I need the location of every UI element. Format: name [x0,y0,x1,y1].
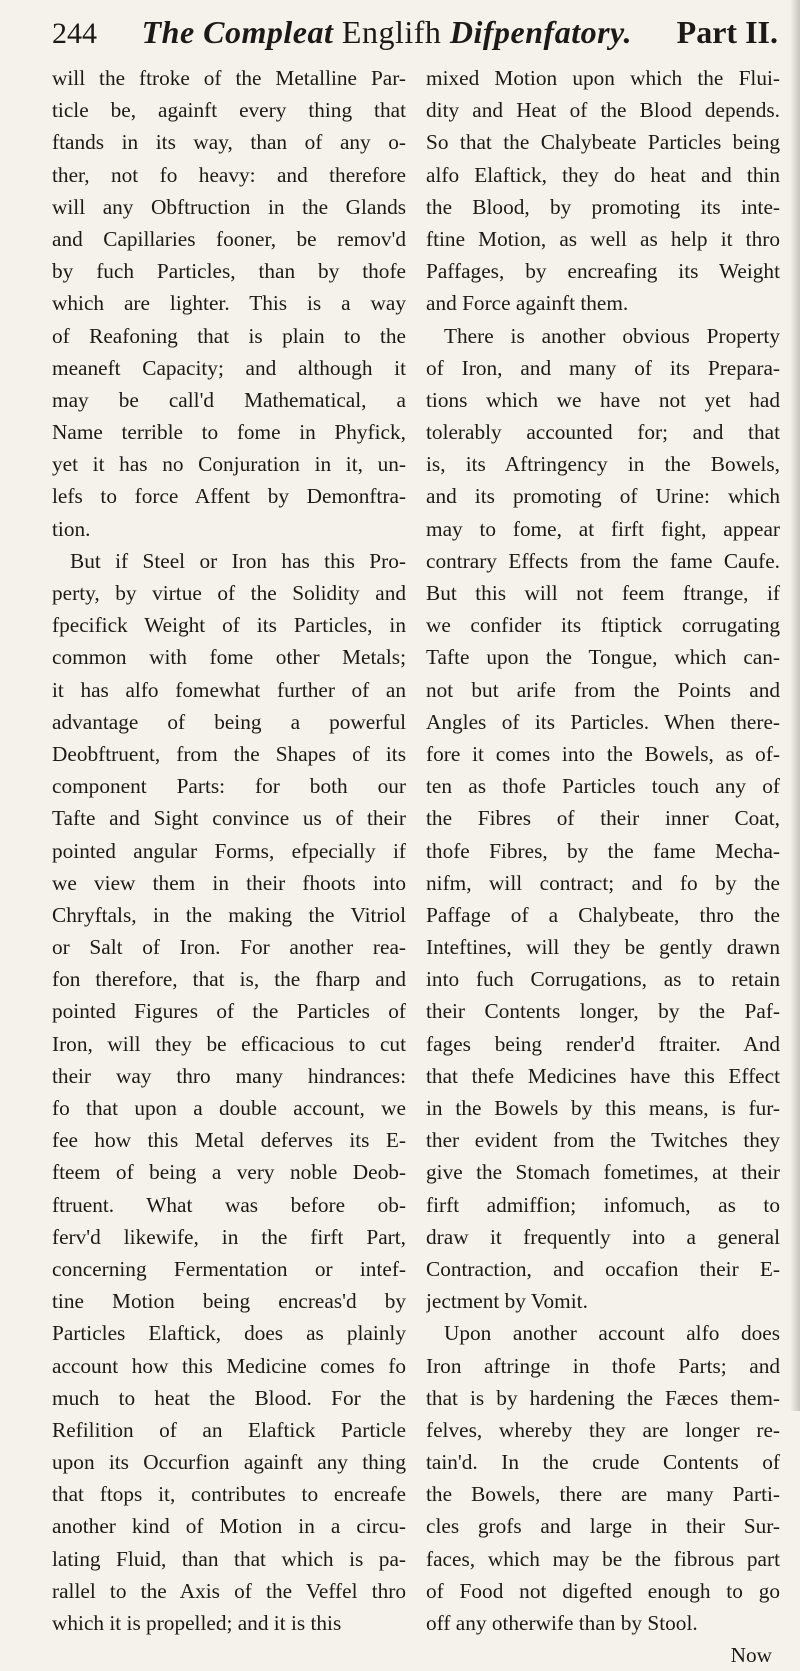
page-number: 244 [52,17,97,50]
text-line: fages being render'd ftraiter. And [426,1031,780,1056]
text-line: in the Bowels by this means, is fur- [426,1096,780,1120]
text-line: into fuch Corrugations, as to retain [426,967,780,992]
text-line: it has alfo fomewhat further of an [52,677,406,702]
text-line: Paffages, by encreafing its Weight [426,259,780,284]
text-line: But this will not feem ftrange, if [426,581,780,605]
text-line: we view them in their fhoots into [52,870,406,895]
text-line: Particles Elaftick, does as plainly [52,1321,406,1346]
text-line: tolerably accounted for; and that [426,420,780,445]
text-line: will the ftroke of the Metalline Par- [52,66,406,90]
text-line: and Capillaries fooner, be remov'd [52,226,406,251]
text-line: tions which we have not yet had [426,387,780,412]
text-line: their Contents longer, by the Paf- [426,999,780,1024]
text-line: their way thro many hindrances: [52,1063,406,1088]
text-line: fteem of being a very noble Deob- [52,1160,406,1185]
text-line: will any Obftruction in the Glands [52,194,406,219]
text-line: Tafte upon the Tongue, which can- [426,645,780,670]
text-line: of Reafoning that is plain to the [52,323,406,348]
text-line: and its promoting of Urine: which [426,484,780,509]
text-line: yet it has no Conjuration in it, un- [52,452,406,477]
text-line: ftruent. What was before ob- [52,1192,406,1217]
text-line: thofe Fibres, by the fame Mecha- [426,838,780,863]
text-line: But if Steel or Iron has this Pro- [70,548,406,573]
part-label: Part II. [676,14,778,50]
text-line: that is by hardening the Fæces them- [426,1385,780,1410]
text-line: component Parts: for both our [52,774,406,799]
text-line: Contraction, and occafion their E- [426,1256,780,1281]
text-line: ftands in its way, than of any o- [52,130,406,155]
text-line: draw it frequently into a general [426,1224,780,1249]
text-line: common with fome other Metals; [52,645,406,670]
text-line: off any otherwife than by Stool. [426,1611,698,1635]
text-line: account how this Medicine comes fo [52,1353,406,1378]
text-line: dity and Heat of the Blood depends. [426,98,780,123]
text-line: Name terrible to fome in Phyfick, [52,420,406,445]
text-line: ther evident from the Twitches they [426,1128,780,1153]
text-line: pointed angular Forms, efpecially if [52,838,406,863]
text-line: ther, not fo heavy: and therefore [52,162,406,187]
running-title [142,14,632,51]
text-line: So that the Chalybeate Particles being [426,130,780,155]
text-line: much to heat the Blood. For the [52,1385,406,1410]
text-line: lefs to force Affent by Demonftra- [52,484,406,509]
text-line: not but arife from the Points and [426,677,780,702]
text-line: or Salt of Iron. For another rea- [52,935,406,960]
text-line: tine Motion being encreas'd by [52,1289,406,1314]
text-line: which it is propelled; and it is this [52,1611,342,1635]
text-line: contrary Effects from the fame Caufe. [426,548,780,573]
text-line: Paffage of a Chalybeate, thro the [426,902,780,927]
text-line: fpecifick Weight of its Particles, in [52,613,406,638]
text-line: ftine Motion, as well as help it thro [426,226,780,251]
page-edge-shadow [790,0,800,1411]
text-line: the Bowels, there are many Parti- [426,1482,780,1507]
text-line: is, its Aftringency in the Bowels, [426,452,780,477]
right-column [426,62,780,1671]
text-line: of Iron, and many of its Prepara- [426,355,780,380]
text-line: give the Stomach fometimes, at their [426,1160,780,1185]
text-line: cles grofs and large in their Sur- [426,1514,780,1539]
text-line: ten as thofe Particles touch any of [426,774,780,799]
text-line: meaneft Capacity; and although it [52,355,406,380]
text-line: Tafte and Sight convince us of their [52,806,406,831]
left-column [52,62,406,1639]
text-line: Refilition of an Elaftick Particle [52,1417,406,1442]
text-line: perty, by virtue of the Solidity and [52,581,406,605]
text-line: pointed Figures of the Particles of [52,999,406,1024]
title-compleat: The Compleat [141,14,342,50]
text-line: ferv'd likewife, in the firft Part, [52,1224,406,1249]
text-line: Upon another account alfo does [444,1321,780,1346]
text-line: faces, which may be the fibrous part [426,1546,780,1571]
text-line: that ftops it, contributes to encreafe [52,1482,406,1507]
text-line: Iron aftringe in thofe Parts; and [426,1353,780,1378]
text-line: the Blood, by promoting its inte- [426,194,780,219]
title-englifh: Englifh [341,14,442,50]
text-line: upon its Occurfion againft any thing [52,1450,406,1475]
text-line: firft admiffion; infomuch, as to [426,1192,780,1217]
text-line: another kind of Motion in a circu- [52,1514,406,1539]
text-line: rallel to the Axis of the Veffel thro [52,1578,406,1603]
text-line: Chryftals, in the making the Vitriol [52,902,406,927]
text-line: and Force againft them. [426,291,629,316]
text-line: ticle be, againft every thing that [52,98,406,123]
text-line: mixed Motion upon which the Flui- [426,66,780,90]
text-line: by fuch Particles, than by thofe [52,259,406,284]
text-line: Angles of its Particles. When there- [426,709,780,734]
text-line: alfo Elaftick, they do heat and thin [426,162,780,187]
text-line: nifm, will contract; and fo by the [426,870,780,895]
running-header [52,14,778,64]
text-line: jectment by Vomit. [426,1289,588,1314]
text-line: Iron, will they be efficacious to cut [52,1031,406,1056]
text-line: fee how this Metal deferves its E- [52,1128,406,1153]
text-line: advantage of being a powerful [52,709,406,734]
text-line: concerning Fermentation or intef- [52,1256,406,1281]
text-line: which are lighter. This is a way [52,291,406,316]
text-line: may to fome, at firft fight, appear [426,516,780,541]
text-line: may be call'd Mathematical, a [52,387,406,412]
title-difpenfatory: Difpenfatory. [441,14,633,50]
text-line: tain'd. In the crude Contents of [426,1450,780,1475]
text-line: that thefe Medicines have this Effect [426,1063,780,1088]
catchword: Now [730,1643,772,1668]
text-line: fon therefore, that is, the fharp and [52,967,406,992]
text-line: tion. [52,516,91,541]
text-line: lating Fluid, than that which is pa- [52,1546,406,1571]
text-line: fore it comes into the Bowels, as of- [426,741,780,766]
text-line: felves, whereby they are longer re- [426,1417,780,1442]
text-line: Deobftruent, from the Shapes of its [52,741,406,766]
text-line: fo that upon a double account, we [52,1096,406,1120]
text-line: There is another obvious Property [444,323,780,348]
text-line: the Fibres of their inner Coat, [426,806,780,831]
text-line: we confider its ftiptick corrugating [426,613,780,638]
text-line: Inteftines, will they be gently drawn [426,935,780,960]
text-line: of Food not digefted enough to go [426,1578,780,1603]
